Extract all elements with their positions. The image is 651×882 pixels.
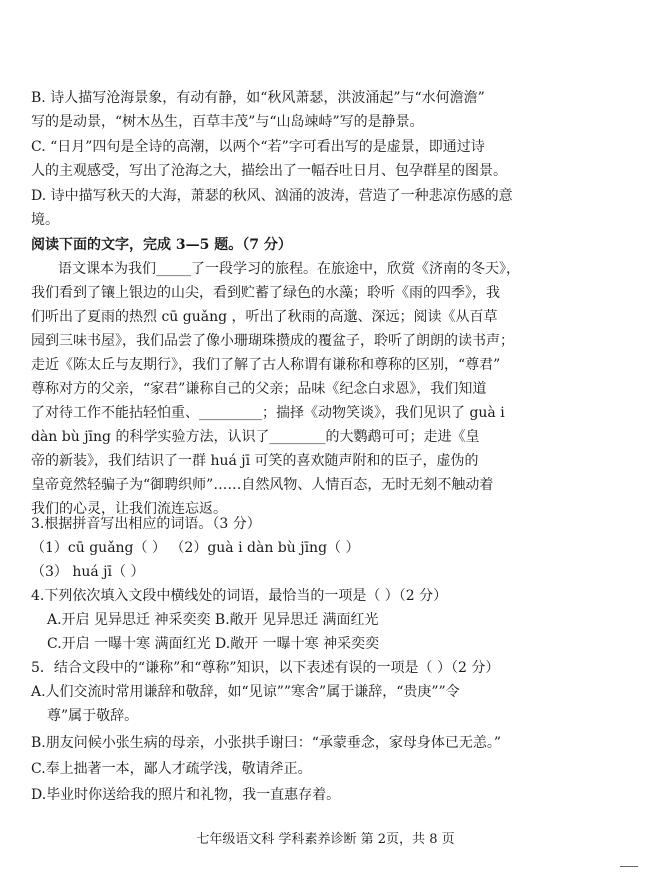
- q2-option-b-line1: B. 诗人描写沧海景象，有动有静，如“秋风萧瑟，洪波涌起”与“水何澹澹”: [31, 90, 485, 106]
- question-5-stem: 5．结合文段中的“谦称”和“尊称”知识，以下表述有误的一项是（ ）（2 分）: [31, 660, 500, 676]
- corner-mark: [620, 866, 638, 867]
- question-4-options-row-1: A.开启 见异思迁 神采奕奕 B.敞开 见异思迁 满面红光: [47, 612, 379, 628]
- passage-line: 皇帝竟然轻骗子为“御聘织师”……自然风物、人情百态，无时无刻不触动着: [31, 477, 494, 493]
- passage-line: dàn bù jīng 的科学实验方法，认识了________的大鹦鹉可可；走进《皇: [31, 429, 480, 445]
- passage-line: 帝的新装》，我们结识了一群 huá jī 可笑的喜欢随声附和的臣子，虚伪的: [31, 453, 479, 469]
- question-4-options-row-2: C.开启 一曝十寒 满面红光 D.敞开 一曝十寒 神采奕奕: [47, 636, 380, 652]
- question-4-stem: 4.下列依次填入文段中横线处的词语，最恰当的一项是（ ）（2 分）: [31, 588, 448, 604]
- passage-line: 语文课本为我们_____了一段学习的旅程。在旅途中，欣赏《济南的冬天》，: [58, 261, 520, 277]
- question-3-row-2: （3） huá jī（ ）: [31, 564, 145, 580]
- q2-option-b-line2: 写的是动景，“树木丛生，百草丰茂”与“山岛竦峙”写的是静景。: [31, 114, 424, 130]
- passage-line: 园到三味书屋》，我们品尝了像小珊瑚珠攒成的覆盆子，聆听了朗朗的读书声；: [31, 333, 514, 349]
- passage-line: 走近《陈太丘与友期行》，我们了解了古人称谓有谦称和尊称的区别，“尊君”: [31, 357, 501, 373]
- question-5-option-b: B.朋友问候小张生病的母亲，小张拱手谢曰：“承蒙垂念，家母身体已无恙。”: [31, 735, 502, 751]
- question-5-option-a-line2: 尊”属于敬辞。: [47, 708, 139, 724]
- passage-line: 了对待工作不能拈轻怕重、_________；揣择《动物笑谈》，我们见识了 guà i: [31, 405, 505, 421]
- question-5-option-d: D.毕业时你送给我的照片和礼物，我一直惠存着。: [31, 787, 341, 803]
- question-3-row-1: （1）cū guǎng（ ） （2）guà i dàn bù jīng（ ）: [31, 540, 360, 556]
- passage-line: 们听出了夏雨的热烈 cū guǎng ，听出了秋雨的高邈、深远；阅读《从百草: [31, 309, 498, 325]
- reading-heading: 阅读下面的文字，完成 3—5 题。（7 分）: [31, 237, 292, 253]
- passage-line: 我们看到了镶上银边的山尖，看到贮蓄了绿色的水藻；聆听《雨的四季》，我: [31, 285, 500, 301]
- q2-option-d-line1: D. 诗中描写秋天的大海，萧瑟的秋风、汹涌的波涛，营造了一种悲凉伤感的意: [31, 188, 513, 204]
- page-footer: 七年级语文科 学科素养诊断 第 2页，共 8 页: [196, 832, 455, 847]
- question-3-stem: 3.根据拼音写出相应的词语。（3 分）: [31, 516, 261, 532]
- q2-option-c-line2: 人的主观感受，写出了沧海之大，描绘出了一幅吞吐日月、包孕群星的图景。: [31, 163, 507, 179]
- q2-option-d-line2: 境。: [31, 212, 59, 228]
- question-5-option-c: C.奉上拙著一本，鄙人才疏学浅，敬请斧正。: [31, 761, 312, 777]
- passage-line: 尊称对方的父亲，“家君”谦称自己的父亲；品味《纪念白求恩》，我们知道: [31, 381, 487, 397]
- passage-line: 我们的心灵，让我们流连忘返。: [31, 501, 227, 517]
- q2-option-c-line1: C. “日月”四句是全诗的高潮，以两个“若”字可看出写的是虚景，即通过诗: [31, 139, 485, 155]
- question-5-option-a-line1: A.人们交流时常用谦辞和敬辞，如“见谅””寒舍”属于谦辞，“贵庚””令: [31, 684, 460, 700]
